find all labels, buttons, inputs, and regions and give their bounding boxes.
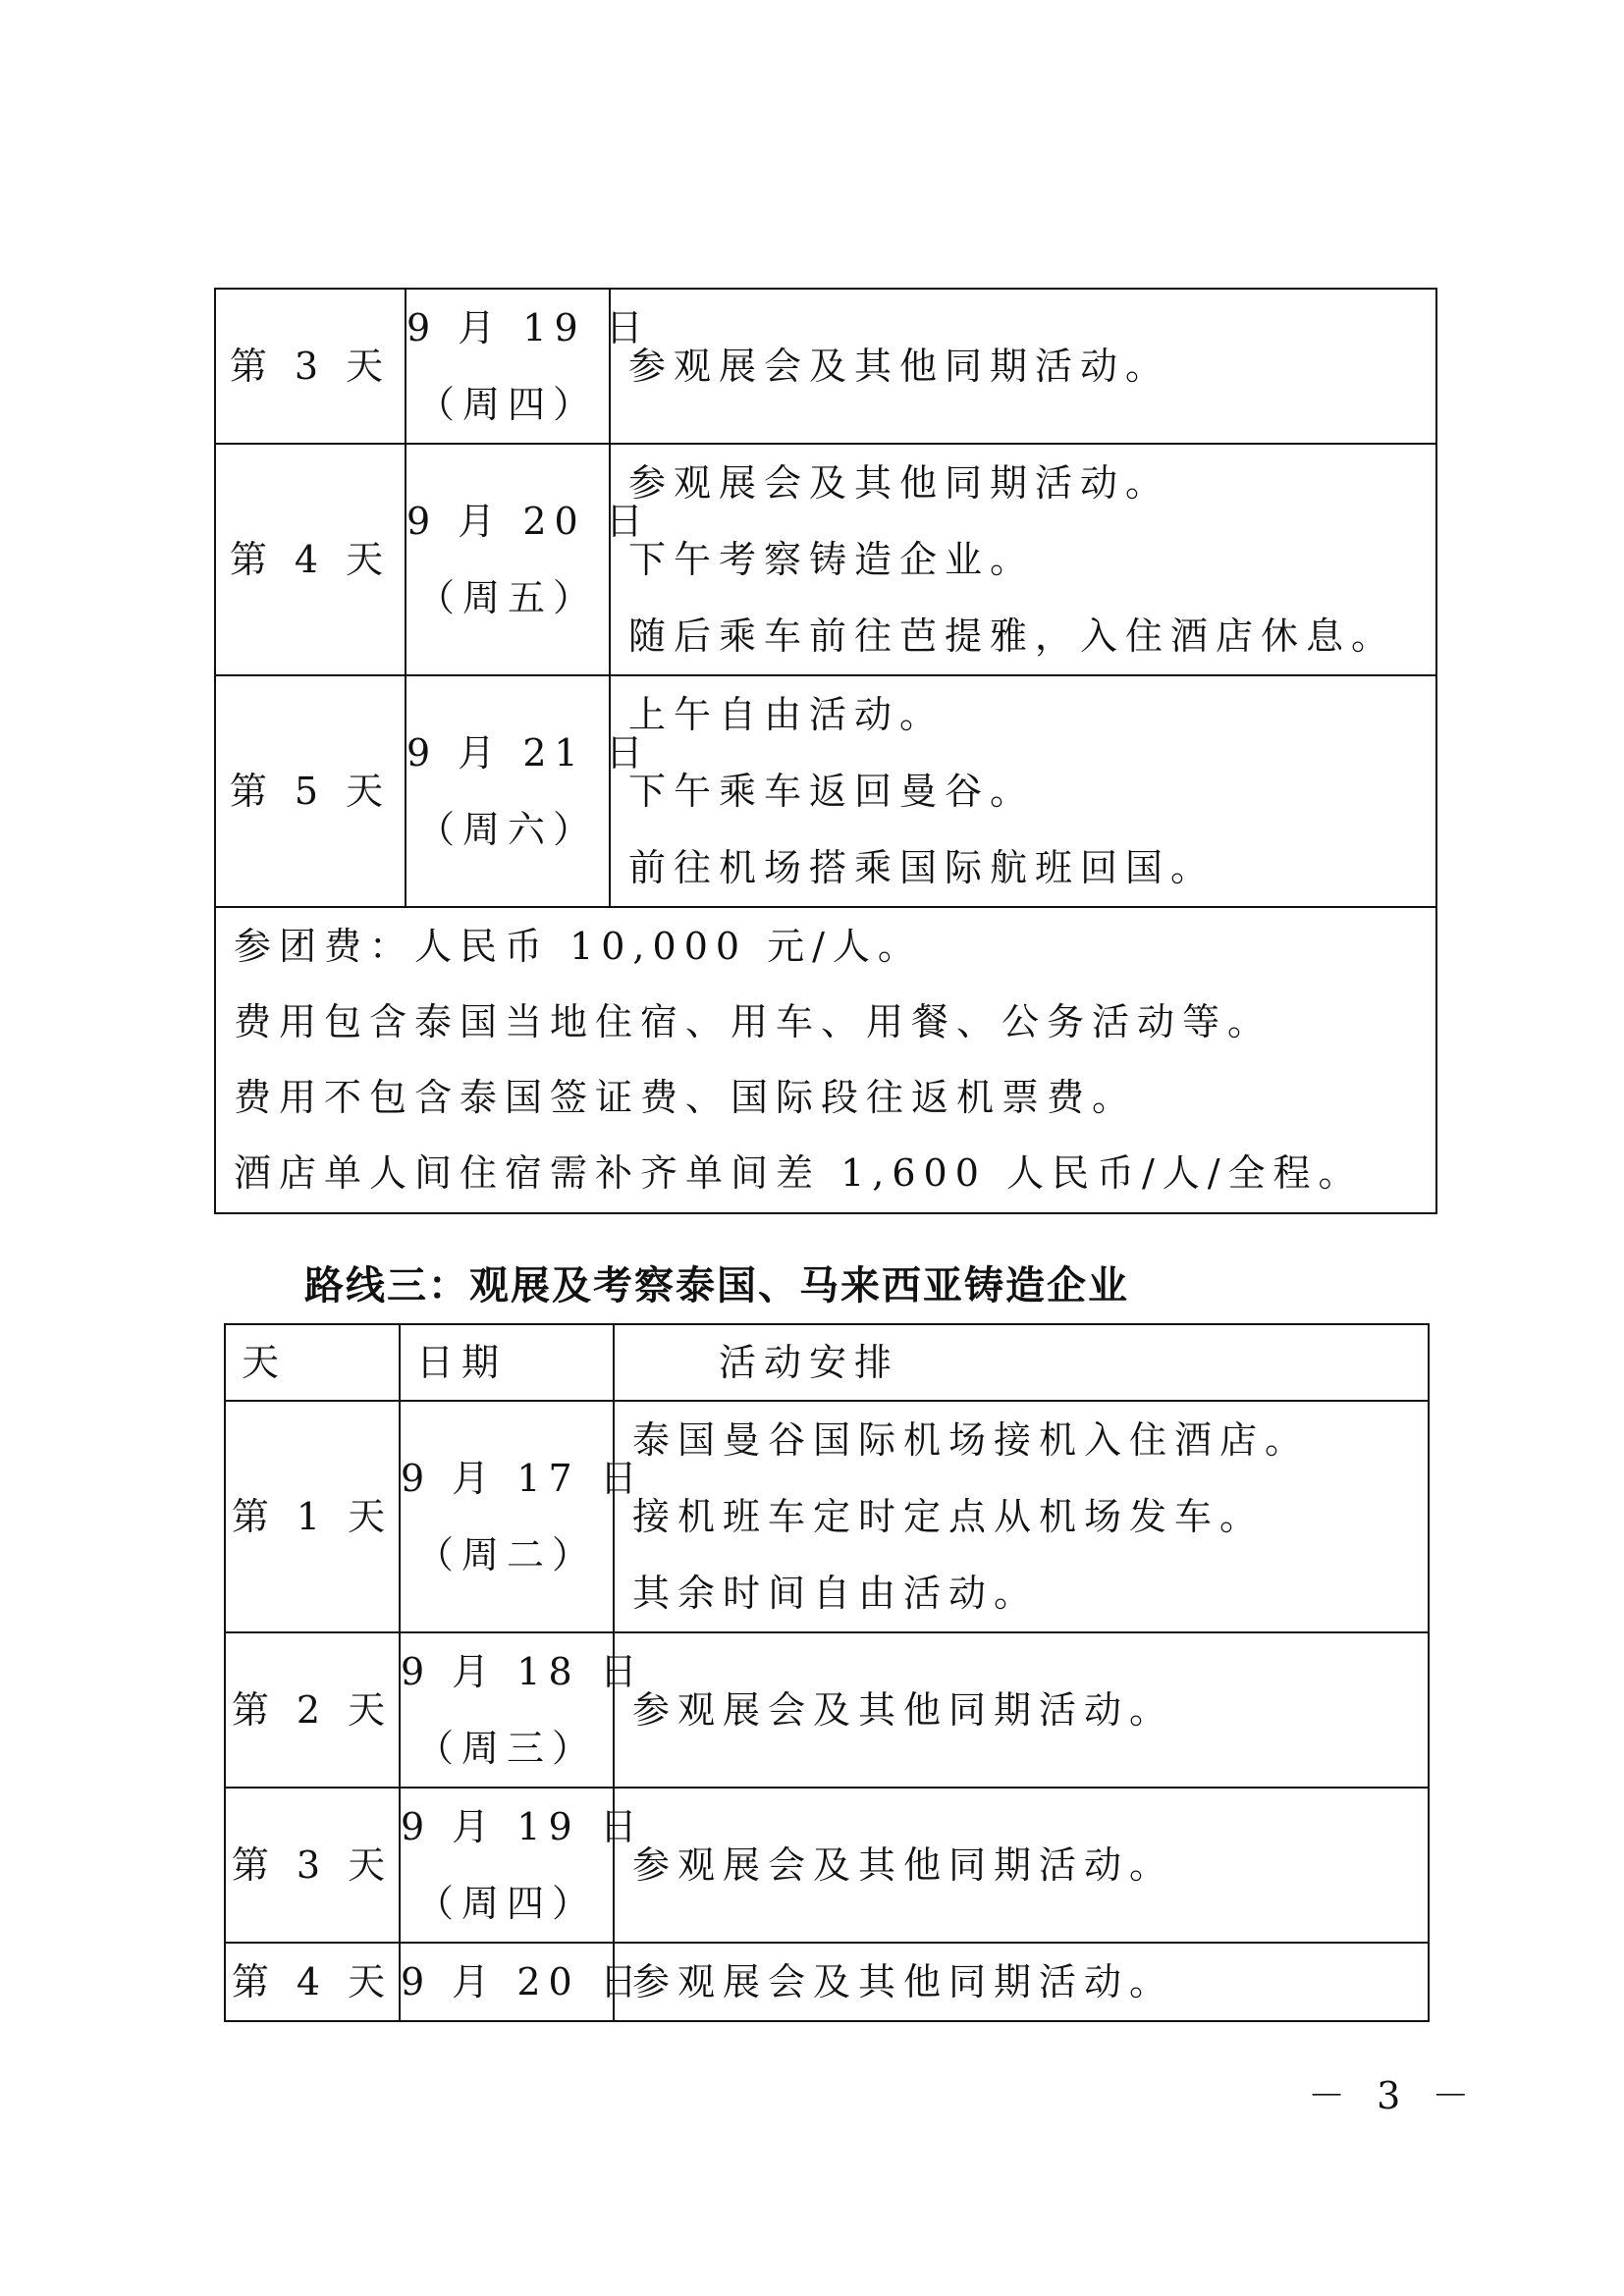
table-row [215, 675, 1436, 907]
page-number: － 3 － [1308, 2074, 1480, 2117]
date-cell [406, 444, 651, 675]
activity-line: 泰国曼谷国际机场接机入住酒店。 [632, 1418, 1311, 1462]
header-activity: 活动安排 [614, 1324, 1429, 1401]
date-cell [406, 289, 651, 444]
date-cell [400, 1788, 645, 1943]
day-cell: 第 3 天 [225, 1788, 400, 1943]
activity-line: 其余时间自由活动。 [632, 1572, 1040, 1615]
day-cell: 第 4 天 [215, 444, 406, 675]
day-cell: 第 1 天 [225, 1401, 400, 1632]
fee-line: 费用不包含泰国签证费、国际段往返机票费。 [234, 1076, 1138, 1119]
date-cell [400, 1632, 645, 1788]
date-text: 9 月 17 日 [401, 1457, 645, 1500]
activity-cell [610, 289, 1436, 444]
table-row [225, 1401, 1429, 1632]
fee-line: 费用包含泰国当地住宿、用车、用餐、公务活动等。 [234, 1000, 1273, 1043]
day-cell: 第 3 天 [215, 289, 406, 444]
header-date: 日期 [400, 1324, 614, 1401]
activity-line: 参观展会及其他同期活动。 [632, 1960, 1175, 2003]
header-day: 天 [225, 1324, 400, 1401]
table-row [225, 1788, 1429, 1943]
activity-line: 参观展会及其他同期活动。 [632, 1688, 1175, 1732]
activity-cell [610, 444, 1436, 675]
activity-line: 下午考察铸造企业。 [628, 538, 1036, 581]
itinerary-table-continued [214, 288, 1437, 1214]
activity-line: 参观展会及其他同期活动。 [628, 461, 1171, 505]
date-text: 9 月 20 日 [406, 500, 651, 543]
route-three-title: 路线三：观展及考察泰国、马来西亚铸造企业 [304, 1263, 1129, 1308]
table-row [225, 1632, 1429, 1788]
date-cell [406, 675, 651, 907]
weekday-text: （周五） [416, 576, 598, 619]
weekday-text: （周六） [416, 808, 598, 851]
activity-line: 参观展会及其他同期活动。 [628, 345, 1171, 388]
date-text: 9 月 21 日 [406, 731, 651, 774]
activity-line: 参观展会及其他同期活动。 [632, 1843, 1175, 1887]
table-row [225, 1943, 1429, 2021]
fee-line: 参团费：人民币 10,000 元/人。 [234, 925, 923, 968]
weekday-text: （周四） [416, 383, 598, 426]
day-cell: 第 5 天 [215, 675, 406, 907]
date-cell [400, 1943, 645, 2021]
activity-line: 上午自由活动。 [628, 693, 946, 736]
table-row [215, 444, 1436, 675]
date-text: 9 月 19 日 [406, 306, 651, 349]
activity-line: 下午乘车返回曼谷。 [628, 770, 1036, 813]
activity-cell [614, 1401, 1429, 1632]
fee-row [215, 907, 1436, 1213]
weekday-text: （周二） [415, 1533, 597, 1576]
activity-cell [614, 1943, 1429, 2021]
activity-line: 接机班车定时定点从机场发车。 [632, 1495, 1266, 1538]
weekday-text: （周三） [415, 1727, 597, 1770]
fee-cell [215, 907, 1436, 1213]
weekday-text: （周四） [415, 1882, 597, 1925]
day-cell: 第 4 天 [225, 1943, 400, 2021]
activity-cell [614, 1788, 1429, 1943]
activity-cell [614, 1632, 1429, 1788]
date-cell [400, 1401, 645, 1632]
activity-line: 随后乘车前往芭提雅，入住酒店休息。 [628, 614, 1397, 658]
activity-line: 前往机场搭乘国际航班回国。 [628, 846, 1217, 889]
date-text: 9 月 20 日 [401, 1960, 645, 2003]
activity-cell [610, 675, 1436, 907]
route-three-table [224, 1323, 1430, 2022]
fee-line: 酒店单人间住宿需补齐单间差 1,600 人民币/人/全程。 [234, 1151, 1364, 1195]
table-header-row [225, 1324, 1429, 1401]
table-row [215, 289, 1436, 444]
date-text: 9 月 18 日 [401, 1650, 645, 1693]
day-cell: 第 2 天 [225, 1632, 400, 1788]
date-text: 9 月 19 日 [401, 1805, 645, 1848]
